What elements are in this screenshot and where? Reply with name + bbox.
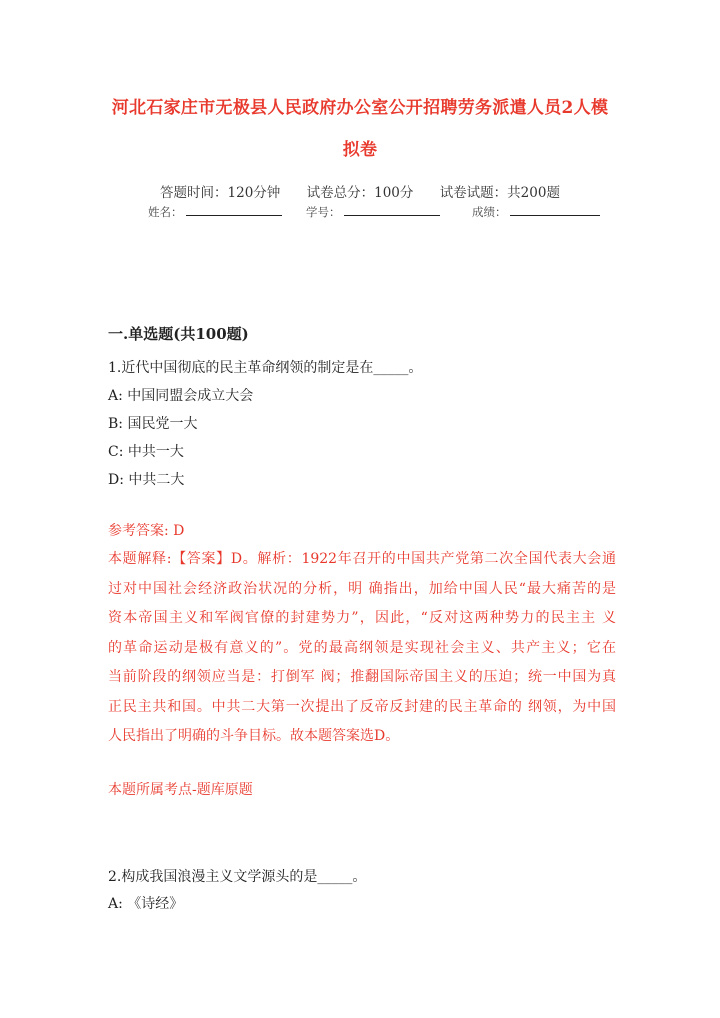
score-label: 成绩： [472,205,507,219]
id-label: 学号： [306,205,341,219]
exam-meta [0,181,720,201]
id-blank [344,205,440,216]
exam-title-line1: 河北石家庄市无极县人民政府办公室公开招聘劳务派遣人员2人模 [111,98,609,118]
score-field [472,204,600,220]
explanation-line: 当前阶段的纲领应当是：打倒军 阀；推翻国际帝国主义的压迫；统一中国为真 [108,669,616,685]
question-1-stem: 1.近代中国彻底的民主革命纲领的制定是在_____。 [108,360,423,376]
question-1-option-a: A: 中国同盟会成立大会 [108,388,254,404]
question-1-option-d: D: 中共二大 [108,472,185,488]
question-1-answer: 参考答案: D [108,523,185,539]
section-title: 一.单选题(共100题) [108,325,249,343]
name-blank [186,205,282,216]
name-field [148,204,282,220]
id-field [306,204,440,220]
question-1-tag: 本题所属考点-题库原题 [108,782,253,798]
explanation-line: 正民主共和国。中共二大第一次提出了反帝反封建的民主革命的 纲领，为中国 [108,698,616,715]
question-1-option-c: C: 中共一大 [108,444,184,460]
explanation-line: 人民指出了明确的斗争目标。故本题答案选D。 [108,728,400,744]
explanation-line: 资本帝国主义和军阀官僚的封建势力”，因此，“反对这两种势力的民主主 义 [108,610,616,626]
question-1-explanation [108,545,616,752]
question-1-option-b: B: 国民党一大 [108,416,198,432]
score-blank [510,205,600,216]
exam-time: 答题时间：120分钟 [160,185,281,201]
explanation-line: 的革命运动是极有意义的”。党的最高纲领是实现社会主义、共产主义；它在 [108,639,616,656]
question-2-option-a: A: 《诗经》 [108,896,184,912]
explanation-line: 过对中国社会经济政治状况的分析，明 确指出，加给中国人民“最大痛苦的是 [108,580,616,597]
exam-title-line2: 拟卷 [342,140,378,160]
exam-total-questions: 试卷试题：共200题 [439,185,560,201]
exam-total-score: 试卷总分：100分 [306,185,414,201]
name-label: 姓名： [148,205,183,219]
explanation-line: 本题解释:【答案】D。解析：1922年召开的中国共产党第二次全国代表大会通 [108,551,616,567]
question-2-stem: 2.构成我国浪漫主义文学源头的是_____。 [108,869,367,885]
